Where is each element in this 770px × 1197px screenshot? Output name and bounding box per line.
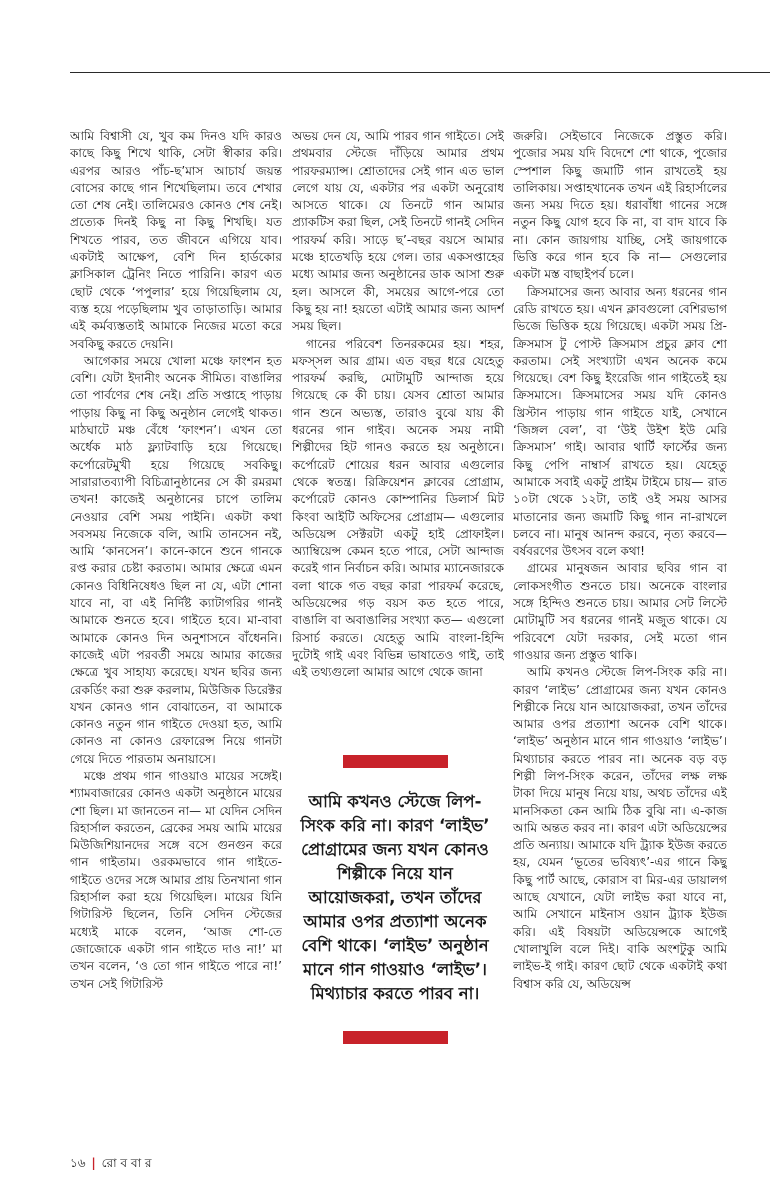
pull-quote-box <box>295 755 495 1044</box>
magazine-name: রো ব বা র <box>101 1156 152 1170</box>
article-column-1 <box>70 128 282 993</box>
page-number: ১৬ <box>70 1156 86 1170</box>
paragraph: আমি কখনও স্টেজে লিপ-সিংক করি না। কারণ ‘লাইভ’ প্রোগ্রামের জন্য যখন কোনও শিল্পীকে নিয়ে যান আয়োজকরা, তখন তাঁদের আমার ওপর প্রত্যাশা অনেক বেশি থাকে। ‘লাইভ’ অনুষ্ঠান মানে গান গাওয়াও ‘লাইভ’। মিথ্যাচার করতে পারব না। অনেক বড় বড় শিল্পী লিপ-সিংক করেন, তাঁদের লক্ষ লক্ষ টাকা দিয়ে মানুষ নিয়ে যায়, অথচ তাঁদের এই মানসিকতা কেন আমি ঠিক বুঝি না। এ-কাজ আমি অন্তত করব না। কারণ এটা অডিয়েন্সের প্রতি অন্যায়। আমাকে যদি ট্র্যাক ইউজ করতে হয়, যেমন ‘ভূতের ভবিষ্যৎ’-এর গানে কিছু কিছু পার্ট আছে, কোরাস বা মির-এর ডায়ালগ আছে যেখানে, যেটা লাইভ করা যাবে না, আমি সেখানে মাইনাস ওয়ান ট্র্যাক ইউজ করি। এই বিষয়টা অডিয়েন্সকে আগেই খোলাখুলি বলে দিই। বাকি অংশটুকু আমি লাইভ-ই গাই। কারণ ছোট থেকে একটাই কথা বিশ্বাস করি যে, অডিয়েন্স <box>513 665 727 991</box>
paragraph: অভয় দেন যে, আমি পারব গান গাইতে। সেই প্রথমবার স্টেজে দাঁড়িয়ে আমার প্রথম পারফরম্যান্স। শ্রোতাদের সেই গান এত ভাল লেগে যায় যে, একটার পর একটা অনুরোধ আসতে থাকে। যে তিনটে গান আমার প্র্যাকটিস করা ছিল, সেই তিনটে গানই সেদিন পারফর্ম করি। সাড়ে ছ’-বছর বয়সে আমার মঞ্চে হাতেখড়ি হয়ে গেল। তার একসপ্তাহের মধ্যে আমার জন্য অনুষ্ঠানের ডাক আসা শুরু হল। আসলে কী, সময়ের আগে-পরে তো কিছু হয় না! হয়তো এটাই আমার জন্য আদর্শ সময় ছিল। <box>292 129 504 334</box>
article-column-3 <box>513 128 727 993</box>
paragraph: জরুরি। সেইভাবে নিজেকে প্রস্তুত করি। পুজোর সময় যদি বিদেশে শো থাকে, পুজোর স্পেশাল কিছু জমাটি গান রাখতেই হয় তালিকায়। সপ্তাহখানেক তখন এই রিহার্সালের জন্য সময় দিতে হয়। ধরাবাঁধা গানের সঙ্গে নতুন কিছু যোগ হবে কি না, বা বাদ যাবে কি না। কোন জায়গায় যাচ্ছি, সেই জায়গাকে ভিত্তি করে গান হবে কি না— সেগুলোর একটা মস্ত বাছাইপর্ব চলে। <box>513 129 727 282</box>
paragraph: ক্রিসমাসের জন্য আবার অন্য ধরনের গান রেডি রাখতে হয়। এখন ক্লাবগুলো বেশিরভাগ ভিজে ভিত্তিক হয়ে গিয়েছে। একটা সময় প্রি-ক্রিসমাস টু পোস্ট ক্রিসমাস প্রচুর ক্লাব শো করতাম। সেই সংখ্যাটা এখন অনেক কমে গিয়েছে। বেশ কিছু ইংরেজি গান গাইতেই হয় ক্রিসমাসে। ক্রিসমাসের সময় যদি কোনও খ্রিস্টান পাড়ায় গান গাইতে যাই, সেখানে ‘জিঙ্গল বেল’, বা ‘উই উইশ ইউ মেরি ক্রিসমাস’ গাই। আবার থার্টি ফার্স্টের জন্য কিছু পেপি নাম্বার্স রাখতে হয়। যেহেতু আমাকে সবাই একটু প্রাইম টাইমে চায়— রাত ১০টা থেকে ১২টা, তাই ওই সময় আসর মাতানোর জন্য জমাটি কিছু গান না-রাখলে চলবে না। মানুষ আনন্দ করবে, নৃত্য করবে— বর্ষবরণের উৎসব বলে কথা! <box>513 284 727 559</box>
pull-quote: আমি কখনও স্টেজে লিপ-সিংক করি না। কারণ ‘লাইভ’ প্রোগ্রামের জন্য যখন কোনও শিল্পীকে নিয়ে যান আয়োজকরা, তখন তাঁদের আমার ওপর প্রত্যাশা অনেক বেশি থাকে। ‘লাইভ’ অনুষ্ঠান মানে গান গাওয়াও ‘লাইভ’। মিথ্যাচার করতে পারব না। <box>300 792 490 1003</box>
paragraph: মঞ্চে প্রথম গান গাওয়াও মায়ের সঙ্গেই। শ্যামবাজারের কোনও একটা অনুষ্ঠানে মায়ের শো ছিল। মা জানতেন না— মা যেদিন সেদিন রিহার্সাল করতেন, ব্রেকের সময় আমি মায়ের মিউজিশিয়ানদের সঙ্গে বসে গুনগুন করে গান গাইতাম। ওরকমভাবে গান গাইতে-গাইতে ওদের সঙ্গে আমার প্রায় তিনখানা গান রিহার্সাল করা হয়ে গিয়েছিল। মায়ের যিনি গিটারিস্ট ছিলেন, তিনি সেদিন স্টেজের মধ্যেই মাকে বলেন, ‘আজ শো-তে জোজোকে একটা গান গাইতে দাও না!’ মা তখন বলেন, ‘ও তো গান গাইতে পারে না!’ তখন সেই গিটারিস্ট <box>70 768 282 991</box>
article-column-2 <box>292 128 504 753</box>
page-footer <box>70 1155 151 1175</box>
pull-quote-bottom-bar <box>343 1031 448 1044</box>
paragraph: গানের পরিবেশ তিনরকমের হয়। শহর, মফস্‌সল আর গ্রাম। এত বছর ধরে যেহেতু পারফর্ম করছি, মোটামুটি আন্দাজ হয়ে গিয়েছে কে কী চায়। যেসব শ্রোতা আমার গান শুনে অভ্যস্ত, তারাও বুঝে যায় কী ধরনের গান গাইব। অনেক সময় নামী শিল্পীদের হিট গানও করতে হয় অনুষ্ঠানে। কর্পোরেট শোয়ের ধরন আবার এগুলোর থেকে স্বতন্ত্র। রিক্রিয়েশন ক্লাবের প্রোগ্রাম, কর্পোরেট কোনও কোম্পানির ডিলার্স মিট কিংবা আইটি অফিসের প্রোগ্রাম— এগুলোর অডিয়েন্স সেক্টরটা একটু হাই প্রোফাইল। অ্যাম্বিয়েন্স কেমন হতে পারে, সেটা আন্দাজ করেই গান নির্বাচন করি। আমার ম্যানেজারকে বলা থাকে গত বছর কারা পারফর্ম করেছে, অডিয়েন্সের গড় বয়স কত হতে পারে, বাঙালি বা অবাঙালির সংখ্যা কত— এগুলো রিসার্চ করতে। যেহেতু আমি বাংলা-হিন্দি দুটোই গাই এবং বিভিন্ন ভাষাতেও গাই, তাই এই তথ্যগুলো আমার আগে থেকে জানা <box>292 336 504 680</box>
footer-separator: | <box>91 1156 96 1170</box>
paragraph: আগেকার সময়ে খোলা মঞ্চে ফাংশন হত বেশি। যেটা ইদানীং অনেক সীমিত। বাঙালির তো পার্বণের শেষ নেই। প্রতি সপ্তাহে পাড়ায় পাড়ায় কিছু না কিছু অনুষ্ঠান লেগেই থাকত। মাঠঘাটে মঞ্চ বেঁধে ‘ফাংশন’। এখন তো অর্ধেক মাঠ ফ্ল্যাটবাড়ি হয়ে গিয়েছে। কর্পোরেটমুখী হয়ে গিয়েছে সবকিছু। সারারাতব্যাপী বিচিত্রানুষ্ঠানের সে কী রমরমা তখন! কাজেই অনুষ্ঠানের চাপে তালিম নেওয়ার বেশি সময় পাইনি। একটা কথা সবসময় নিজেকে বলি, আমি তানসেন নই, আমি ‘কানসেন’। কানে-কানে শুনে গানকে রপ্ত করার চেষ্টা করতাম। আমার ক্ষেত্রে এমন কোনও বিধিনিষেধও ছিল না যে, এটা শোনা যাবে না, বা এই নির্দিষ্ট ক্যাটাগরির গানই আমাকে শুনতে হবে। গাইতে হবে। মা-বাবা আমাকে কোনও দিন অনুশাসনে বাঁধেননি। কাজেই এটা পরবর্তী সময়ে আমার কাজের ক্ষেত্রে খুব সাহায্য করেছে। যখন ছবির জন্য রেকর্ডিং করা শুরু করলাম, মিউজিক ডিরেক্টর যখন কোনও গান বোঝাতেন, বা আমাকে কোনও নতুন গান গাইতে দেওয়া হত, আমি কোনও না কোনও রেফারেন্স নিয়ে গানটা গেয়ে দিতে পারতাম অনায়াসে। <box>70 353 282 766</box>
header-rule <box>70 72 770 73</box>
pull-quote-top-bar <box>343 755 448 768</box>
paragraph: গ্রামের মানুষজন আবার ছবির গান বা লোকসংগীত শুনতে চায়। অনেকে বাংলার সঙ্গে হিন্দিও শুনতে চায়। আমার সেট লিস্টে মোটামুটি সব ধরনের গানই মজুত থাকে। যে পরিবেশে যেটা দরকার, সেই মতো গান গাওয়ার জন্য প্রস্তুত থাকি। <box>513 561 727 662</box>
paragraph: আমি বিশ্বাসী যে, খুব কম দিনও যদি কারও কাছে কিছু শিখে থাকি, সেটা স্বীকার করি। এরপর আরও পাঁচ-ছ’মাস আচার্য জয়ন্ত বোসের কাছে গান শিখেছিলাম। তবে শেখার তো শেষ নেই। তালিমেরও কোনও শেষ নেই। প্রত্যেক দিনই কিছু না কিছু শিখছি। যত শিখতে পারব, তত জীবনে এগিয়ে যাব। একটাই আক্ষেপ, বেশি দিন হার্ডকোর ক্লাসিকাল ট্রেনিং নিতে পারিনি। কারণ এত ছোট থেকে ‘পপুলার’ হয়ে গিয়েছিলাম যে, ব্যস্ত হয়ে পড়েছিলাম খুব তাড়াতাড়ি। আমার এই কর্মব্যস্ততাই আমাকে নিজের মতো করে সবকিছু করতে দেয়নি। <box>70 129 282 351</box>
